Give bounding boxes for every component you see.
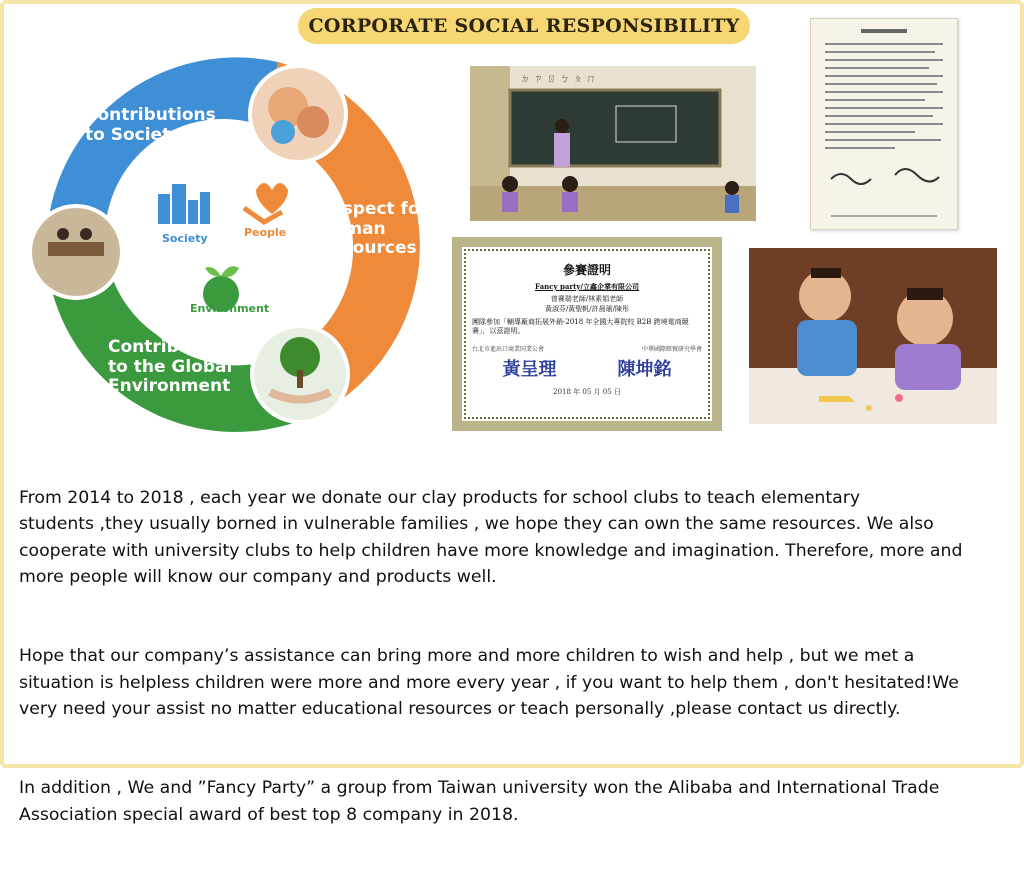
- people-icon-label: People: [244, 226, 287, 239]
- blackboard: [510, 90, 720, 166]
- clay-piece: [819, 396, 855, 402]
- certificate-title: 參賽證明: [562, 263, 611, 277]
- society-icon-label: Society: [162, 232, 208, 245]
- signature-right: [895, 169, 939, 182]
- support-letter-document: [810, 18, 958, 230]
- classroom-photo: [470, 66, 756, 221]
- body-text: [19, 458, 1019, 881]
- page-title: CORPORATE SOCIAL RESPONSIBILITY: [298, 8, 750, 44]
- certificate-org-left: 台北市進出口商業同業公會: [472, 346, 545, 354]
- certificate-date: 2018 年 05 月 05 日: [553, 388, 621, 397]
- children-clay-photo: [749, 248, 997, 424]
- certificate-team: Fancy party/立鑫企業有限公司: [535, 282, 639, 291]
- environment-icon-label: Environment: [190, 302, 270, 315]
- paragraph-award: In addition , We and ”Fancy Party” a group from Taiwan university won the Alibaba and International Trade Association special award of best top 8 company in 2018.: [19, 778, 940, 825]
- csr-circle-diagram: [8, 22, 438, 452]
- certificate-teachers: 曾賽瑞老師/林素娟老師: [550, 295, 624, 304]
- certificate-org-right: 中華國際經貿研究學會: [641, 346, 702, 354]
- blackboard-text: ㄉ ㄗ ㄖ ㄅ ㄆ ㄇ: [520, 74, 596, 85]
- certificate-statement: 團隊參加「輔導廠商拓展外銷-2018 年全國大專院校 B2B 跨境電商競賽」，以茲證明。: [472, 318, 689, 336]
- certificate-signature-right: 陳坤銘: [617, 359, 672, 381]
- certificate-signature-left: 黃呈理: [502, 359, 557, 381]
- environment-segment-label: Contributions to the Global Environment: [108, 337, 239, 397]
- participation-certificate: [452, 237, 722, 431]
- paragraph-assistance: Hope that our company’s assistance can bring more and more children to wish and help , but we met a situation is helpless children were more and more every year , if you want to help them , don't hesitated!We very need your assist no matter educational resources or teach personally ,please contact us directly.: [19, 646, 959, 719]
- human-resources-segment-label: Respect for Human Resources: [318, 199, 429, 259]
- society-segment-label: Contributions to Society: [85, 105, 216, 145]
- signature-left: [831, 174, 871, 184]
- certificate-members: 黃淑芬/黃聖帆/許晨瑐/陳彤: [544, 305, 630, 314]
- paragraph-donations: From 2014 to 2018 , each year we donate our clay products for school clubs to teach elementary students ,they usually borned in vulnerable families , we hope they can own the same resources. We also cooperate with university clubs to help children have more knowledge and imagination. Therefore, more and more people will know our company and products well.: [19, 487, 963, 587]
